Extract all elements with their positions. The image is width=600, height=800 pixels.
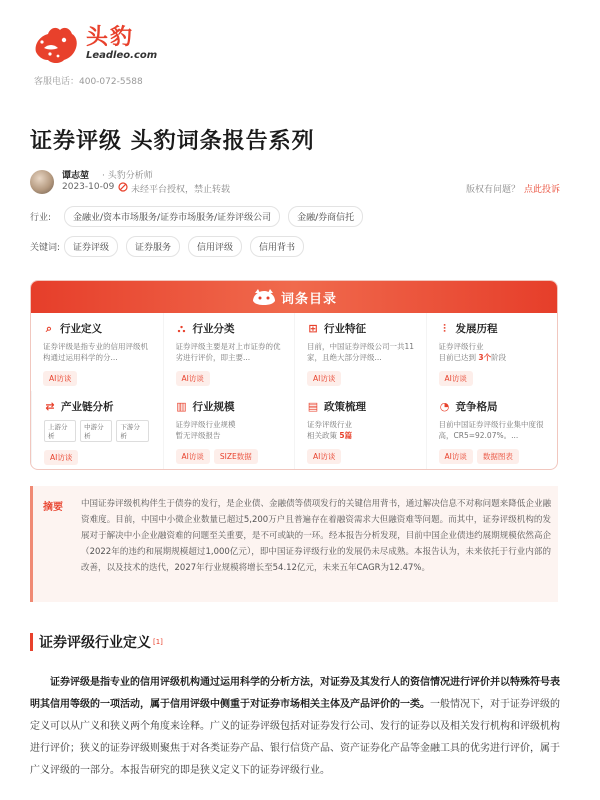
summary-label: 摘要: [43, 502, 63, 513]
page-title: 证券评级 头豹词条报告系列: [30, 129, 315, 154]
toc-item-title: 行业特征: [324, 323, 366, 335]
brand-name-en: Leadleo.com: [86, 50, 158, 61]
ai-interview-chip[interactable]: AI访谈: [43, 371, 77, 386]
toc-item-classification[interactable]: [163, 313, 295, 391]
toc-item-scale[interactable]: [163, 391, 295, 469]
toc-item-title: 产业链分析: [61, 401, 114, 413]
toc-item-title: 行业规模: [192, 401, 235, 413]
toc-item-competition[interactable]: [426, 391, 558, 469]
toc-item-desc: 证券评级是指专业的信用评级机构通过运用科学的分...: [43, 342, 148, 362]
ai-interview-chip[interactable]: AI访谈: [176, 449, 210, 464]
toc-item-desc: 证券评级行业规模 暂无评级报告: [175, 420, 236, 440]
upstream-tag[interactable]: 上游分析: [44, 420, 76, 442]
service-hotline: 客服电话：400-072-5588: [34, 77, 143, 87]
chain-tags: [44, 420, 153, 442]
keyword-tag[interactable]: 信用背书: [250, 236, 304, 257]
copyright-question: [466, 182, 560, 195]
brand-name-cn: 头豹: [86, 25, 135, 50]
keyword-tag[interactable]: 信用评级: [188, 236, 242, 257]
author-role: · 头豹分析师: [102, 171, 153, 181]
section-accent-bar: [30, 633, 33, 651]
industry-tag[interactable]: 金融业/资本市场服务/证券市场服务/证券评级公司: [64, 206, 280, 227]
data-chart-chip[interactable]: 数据图表: [477, 449, 519, 464]
toc-item-policy[interactable]: [294, 391, 426, 469]
leopard-head-icon: [251, 287, 277, 307]
prohibited-icon: [118, 182, 128, 192]
reference-link[interactable]: [1]: [153, 638, 163, 646]
search-doc-icon: ⌕: [45, 321, 53, 335]
toc-item-desc-post: 阶段: [491, 353, 507, 362]
toc-item-desc: 目前，中国证券评级公司一共11家，且绝大部分评级...: [307, 342, 415, 362]
feature-icon: ⊞: [308, 321, 318, 335]
keyword-tag[interactable]: 证券服务: [126, 236, 180, 257]
size-data-chip[interactable]: SIZE数据: [214, 449, 258, 464]
industry-tag[interactable]: 金融/券商信托: [288, 206, 363, 227]
chain-icon: ⇄: [45, 399, 55, 413]
toc-item-title: 行业分类: [192, 323, 235, 335]
toc-item-desc: [307, 419, 416, 441]
section-heading: [30, 632, 163, 652]
midstream-tag[interactable]: 中游分析: [80, 420, 112, 442]
toc-item-features[interactable]: [294, 313, 426, 391]
competition-icon: ◔: [439, 399, 450, 413]
toc-item-definition[interactable]: [31, 313, 163, 391]
site-header: [30, 18, 570, 88]
industry-label: 行业:: [30, 213, 52, 223]
copyright-notice: 未经平台授权，禁止转载: [131, 185, 231, 195]
stage-count: 3个: [478, 353, 492, 362]
timeline-icon: ⫶: [443, 321, 446, 335]
ai-interview-chip[interactable]: AI访谈: [307, 449, 341, 464]
definition-paragraph: [30, 672, 560, 782]
hierarchy-icon: ⛬: [177, 321, 186, 335]
toc-item-desc-pre: 证券评级行业 目前已达到: [438, 342, 484, 362]
toc-item-chain[interactable]: [31, 391, 163, 469]
copyright-question-text: 版权有问题？: [465, 185, 520, 195]
policy-count: 5篇: [339, 431, 353, 440]
policy-icon: ▤: [307, 399, 319, 413]
toc-item-desc: 证券评级主要是对上市证券的优劣进行评价，即主要...: [175, 342, 281, 362]
toc-card: [30, 280, 558, 470]
toc-item-desc: [439, 341, 548, 363]
author-name[interactable]: 谭志堃: [62, 171, 90, 181]
ai-interview-chip[interactable]: AI访谈: [439, 371, 473, 386]
ai-interview-chip[interactable]: AI访谈: [439, 449, 473, 464]
report-link[interactable]: 点此投诉: [523, 185, 560, 195]
toc-item-title: 政策梳理: [324, 401, 366, 413]
leopard-logo-icon: [30, 22, 80, 66]
toc-item-title: 行业定义: [60, 323, 102, 335]
definition-bold: 证券评级是指专业的信用评级机构通过运用科学的分析方法，对证券及其发行人的资信情况进行评价并以特殊符号表明其信用等级的一项活动，属于信用评级中侧重于对证券市场相关主体及产品评价的一类。: [30, 677, 560, 710]
author-avatar[interactable]: [30, 170, 54, 194]
toc-heading: 词条目录: [280, 291, 337, 307]
keyword-label: 关键词:: [30, 243, 61, 253]
toc-item-title: 竞争格局: [455, 401, 498, 413]
downstream-tag[interactable]: 下游分析: [116, 420, 148, 442]
toc-item-desc-pre: 证券评级行业 相关政策: [307, 420, 352, 440]
ai-interview-chip[interactable]: AI访谈: [176, 371, 210, 386]
keyword-row: [30, 236, 312, 257]
publish-date: 2023-10-09: [62, 182, 115, 192]
keyword-tag[interactable]: 证券评级: [64, 236, 118, 257]
toc-item-desc: 目前中国证券评级行业集中度很高，CR5=92.07%。...: [438, 420, 544, 440]
industry-row: [30, 206, 371, 227]
ai-interview-chip[interactable]: AI访谈: [307, 371, 341, 386]
toc-item-title: 发展历程: [455, 323, 498, 335]
section-title: 证券评级行业定义: [39, 635, 151, 651]
toc-grid: [31, 313, 557, 469]
ai-interview-chip[interactable]: AI访谈: [44, 450, 78, 465]
toc-header: [31, 281, 557, 313]
definition-rest: 一般情况下，对于证券评级的定义可以从广义和狭义两个角度来诠释。广义的证券评级包括对证券发行公司、发行的证券以及相关发行机构和评级机构进行评价；狭义的证券评级则聚焦于对各类证券产品、银行信贷产品、资产证券化产品等金融工具的优劣进行评价，属于广义评级的一部分。本报告研究的即是狭义定义下的证券评级行业。: [30, 699, 560, 776]
summary-text: 中国证券评级机构伴生于债券的发行，是企业债、金融债等债项发行的关键信用背书，通过解决信息不对称问题来降低企业融资难度。目前，中国中小微企业数量已超过5,200万户且普遍存在着融资需求大但融资难等问题。而其中，证券评级机构的发展对于解决中小企业融资难的问题至关重要，是不可或缺的一环。经本报告分析发现，目前中国企业债违约展期规模依然高企（2022年的违约和展期规模超过1,000亿元），即中国证券评级行业的发展仍未尽成熟。本报告认为，未来依托于行业内部的改善，以及技术的迭代，2027年行业规模将增长至54.12亿元，未来五年CAGR为12.47%。: [81, 499, 551, 573]
toc-item-history[interactable]: [426, 313, 558, 391]
brand-logo[interactable]: [30, 18, 157, 70]
summary-box: [30, 486, 558, 602]
author-row: [30, 168, 560, 198]
bar-chart-icon: ▥: [176, 399, 187, 413]
